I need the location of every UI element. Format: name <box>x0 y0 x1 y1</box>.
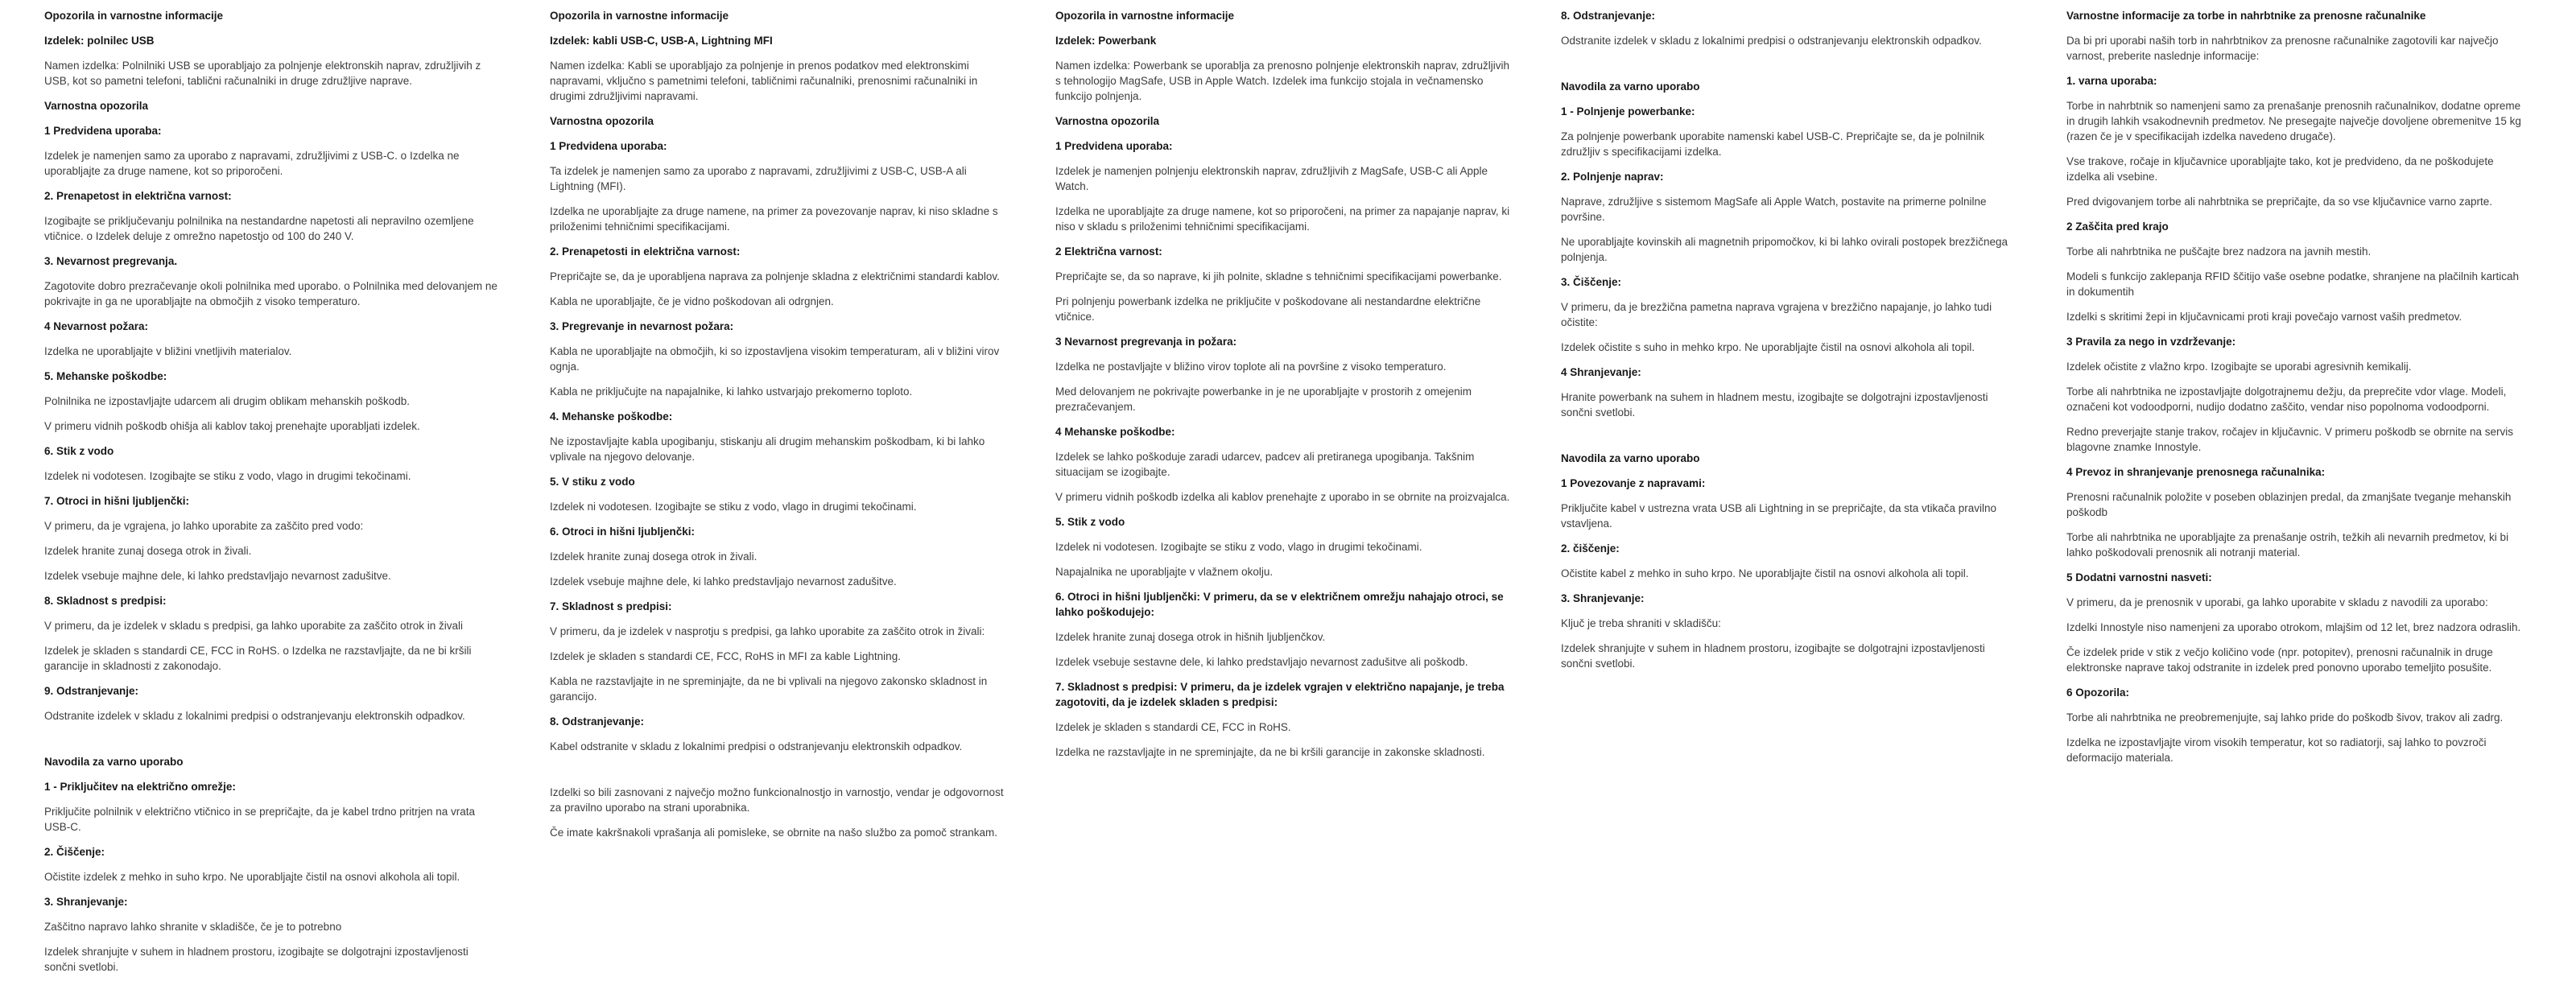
paragraph: Torbe ali nahrbtnika ne uporabljajte za prenašanje ostrih, težkih ali nevarnih predmetov, ki bi lahko poškodovali prenosnik ali notranji material. <box>2066 531 2509 559</box>
section-heading: 1 Predvidena uporaba: <box>550 140 667 152</box>
paragraph: Odstranite izdelek v skladu z lokalnimi predpisi o odstranjevanju elektronskih odpadkov. <box>44 710 465 722</box>
paragraph: Izdelka ne uporabljajte za druge namene, kot so priporočeni, na primer za napajanje naprav, ki niso v skladu s priloženimi tehničnimi specifikacijami. <box>1055 205 1510 233</box>
column-laptop-bags-safety <box>2066 8 2521 775</box>
paragraph: Izdelek ni vodotesen. Izogibajte se stiku z vodo, vlago in drugimi tekočinami. <box>44 470 411 482</box>
paragraph: Za polnjenje powerbank uporabite namenski kabel USB-C. Prepričajte se, da je polnilnik združljiv s specifikacijami izdelka. <box>1561 130 1985 158</box>
paragraph: V primeru, da je vgrajena, jo lahko uporabite za zaščito pred vodo: <box>44 520 364 532</box>
paragraph: V primeru, da je izdelek v skladu s predpisi, ga lahko uporabite za zaščito otrok in živali <box>44 620 464 632</box>
paragraph: Izdelek vsebuje majhne dele, ki lahko predstavljajo nevarnost zadušitve. <box>44 570 391 582</box>
section-heading: Varnostne informacije za torbe in nahrbtnike za prenosne računalnike <box>2066 10 2426 22</box>
paragraph: Izdelka ne uporabljajte v bližini vnetljivih materialov. <box>44 345 292 357</box>
section-heading: Navodila za varno uporabo <box>44 756 184 768</box>
section-heading: 3 Nevarnost pregrevanja in požara: <box>1055 336 1237 348</box>
section-heading: Navodila za varno uporabo <box>1561 80 1700 93</box>
paragraph: Izdelka ne uporabljajte za druge namene, na primer za povezovanje naprav, ki niso skladne s priloženimi tehničnimi specifikacijami. <box>550 205 998 233</box>
section-heading: 5. V stiku z vodo <box>550 476 635 488</box>
paragraph: Očistite kabel z mehko in suho krpo. Ne uporabljajte čistil na osnovi alkohola ali topil. <box>1561 567 1969 579</box>
paragraph: Izdelek se lahko poškoduje zaradi udarcev, padcev ali pretiranega upogibanja. Takšnim situacijam se izogibajte. <box>1055 451 1475 478</box>
section-heading: 4 Nevarnost požara: <box>44 320 149 332</box>
paragraph: Ne uporabljajte kovinskih ali magnetnih pripomočkov, ki bi lahko ovirali postopek brezžičnega polnjenja. <box>1561 236 2008 263</box>
paragraph: Izdelka ne razstavljajte in ne spreminjajte, da ne bi kršili garancije in zakonske skladnosti. <box>1055 746 1485 758</box>
section-heading: Izdelek: Powerbank <box>1055 35 1157 47</box>
section-heading: 4. Mehanske poškodbe: <box>550 410 673 423</box>
section-heading: 5 Dodatni varnostni nasveti: <box>2066 571 2212 583</box>
section-heading: 3. Pregrevanje in nevarnost požara: <box>550 320 734 332</box>
spacer <box>550 764 1005 785</box>
paragraph: Vse trakove, ročaje in ključavnice uporabljajte tako, kot je predvideno, da ne poškodujete izdelka ali vsebine. <box>2066 155 2494 183</box>
paragraph: Izdelek očistite s suho in mehko krpo. Ne uporabljajte čistil na osnovi alkohola ali topil. <box>1561 341 1975 353</box>
section-heading: Opozorila in varnostne informacije <box>550 10 729 22</box>
section-heading: 5. Stik z vodo <box>1055 516 1125 528</box>
section-heading: Izdelek: polnilec USB <box>44 35 155 47</box>
column-powerbank-usage-and-cable-usage <box>1561 8 2016 681</box>
section-heading: 7. Skladnost s predpisi: V primeru, da je izdelek vgrajen v električno napajanje, je treba zagotoviti, da je izdelek skladen s predpisi: <box>1055 681 1505 708</box>
paragraph: Priključite polnilnik v električno vtičnico in se prepričajte, da je kabel trdno pritrjen na vrata USB-C. <box>44 806 476 833</box>
section-heading: 1 - Priključitev na električno omrežje: <box>44 781 236 793</box>
paragraph: Ključ je treba shraniti v skladišču: <box>1561 617 1721 629</box>
spacer <box>1561 430 2016 451</box>
paragraph: Izdelka ne izpostavljajte virom visokih temperatur, kot so radiatorji, saj lahko to povzroči deformacijo materiala. <box>2066 736 2487 764</box>
paragraph: Zagotovite dobro prezračevanje okoli polnilnika med uporabo. o Polnilnika med delovanjem ne pokrivajte in ga ne uporabljajte na območjih z visoko temperaturo. <box>44 280 497 307</box>
column-cables-warnings <box>550 8 1005 850</box>
section-heading: Opozorila in varnostne informacije <box>44 10 224 22</box>
section-heading: Navodila za varno uporabo <box>1561 452 1700 464</box>
section-heading: 6. Otroci in hišni ljubljenčki: V primeru, da se v električnem omrežju nahajajo otroci, se lahko poškodujejo: <box>1055 591 1504 618</box>
paragraph: Ne izpostavljajte kabla upogibanju, stiskanju ali drugim mehanskim poškodbam, ki bi lahko vplivale na njegovo delovanje. <box>550 435 985 463</box>
section-heading: 2. čiščenje: <box>1561 542 1620 555</box>
paragraph: Torbe ali nahrbtnika ne izpostavljajte dolgotrajnemu dežju, da preprečite vdor vlage. Modeli, označeni kot vodoodporni, nudijo dodatno zaščito, vendar niso popolnoma vodoodporni. <box>2066 385 2507 413</box>
paragraph: Če imate kakršnakoli vprašanja ali pomisleke, se obrnite na našo službo za pomoč strankam. <box>550 827 998 839</box>
paragraph: Napajalnika ne uporabljajte v vlažnem okolju. <box>1055 566 1274 578</box>
paragraph: Izdelek je skladen s standardi CE, FCC, RoHS in MFI za kable Lightning. <box>550 650 901 662</box>
section-heading: 8. Odstranjevanje: <box>550 715 645 728</box>
paragraph: Izdelek je skladen s standardi CE, FCC in RoHS. <box>1055 721 1291 733</box>
column-powerbank-warnings <box>1055 8 1510 769</box>
paragraph: Pred dvigovanjem torbe ali nahrbtnika se prepričajte, da so vse ključavnice varno zaprte. <box>2066 196 2493 208</box>
section-heading: 4 Mehanske poškodbe: <box>1055 426 1175 438</box>
section-heading: 3. Nevarnost pregrevanja. <box>44 255 178 267</box>
section-heading: 2. Prenapetosti in električna varnost: <box>550 245 741 258</box>
section-heading: 3. Čiščenje: <box>1561 276 1622 288</box>
section-heading: 2. Čiščenje: <box>44 846 105 858</box>
paragraph: Hranite powerbank na suhem in hladnem mestu, izogibajte se dolgotrajni izpostavljenosti sončni svetlobi. <box>1561 391 1988 418</box>
column-usb-charger-warnings <box>44 8 499 984</box>
paragraph: Da bi pri uporabi naših torb in nahrbtnikov za prenosne računalnike zagotovili kar največjo varnost, preberite naslednje informacije: <box>2066 35 2499 62</box>
paragraph: Namen izdelka: Kabli se uporabljajo za polnjenje in prenos podatkov med elektronskimi napravami, vključno s pametnimi telefoni, tabličnimi računalniki, prenosnimi računalniki in drugimi združljivimi napravami. <box>550 60 978 102</box>
paragraph: V primeru, da je brezžična pametna naprava vgrajena v brezžično napajanje, jo lahko tudi očistite: <box>1561 301 1992 328</box>
paragraph: Izdelek je skladen s standardi CE, FCC in RoHS. o Izdelka ne razstavljajte, da ne bi kršili garancije in skladnosti z zakonodajo. <box>44 645 472 672</box>
paragraph: Izogibajte se priključevanju polnilnika na nestandardne napetosti ali nepravilno ozemljene vtičnice. o Izdelek deluje z omrežno napetostjo od 100 do 240 V. <box>44 215 474 242</box>
paragraph: Izdelek ni vodotesen. Izogibajte se stiku z vodo, vlago in drugimi tekočinami. <box>550 501 917 513</box>
section-heading: Varnostna opozorila <box>550 115 654 127</box>
section-heading: 6. Stik z vodo <box>44 445 114 457</box>
section-heading: 4 Shranjevanje: <box>1561 366 1641 378</box>
section-heading: Opozorila in varnostne informacije <box>1055 10 1235 22</box>
paragraph: Prepričajte se, da je uporabljena naprava za polnjenje skladna z električnimi standardi kablov. <box>550 270 1000 282</box>
paragraph: Izdelek je namenjen polnjenju elektronskih naprav, združljivih z MagSafe, USB-C ali Apple Watch. <box>1055 165 1488 192</box>
section-heading: 2 Zaščita pred krajo <box>2066 221 2169 233</box>
section-heading: Varnostna opozorila <box>44 100 149 112</box>
paragraph: Redno preverjajte stanje trakov, ročajev in ključavnic. V primeru poškodb se obrnite na servis blagovne znamke Innostyle. <box>2066 426 2514 453</box>
section-heading: 1 Povezovanje z napravami: <box>1561 477 1706 489</box>
paragraph: Polnilnika ne izpostavljajte udarcem ali drugim oblikam mehanskih poškodb. <box>44 395 410 407</box>
paragraph: Izdelki so bili zasnovani z največjo možno funkcionalnostjo in varnostjo, vendar je odgovornost za pravilno uporabo na strani uporabnika. <box>550 786 1004 814</box>
paragraph: Izdelki Innostyle niso namenjeni za uporabo otrokom, mlajšim od 12 let, brez nadzora odraslih. <box>2066 621 2521 633</box>
section-heading: 2. Prenapetost in električna varnost: <box>44 190 232 202</box>
section-heading: 4 Prevoz in shranjevanje prenosnega računalnika: <box>2066 466 2326 478</box>
section-heading: Izdelek: kabli USB-C, USB-A, Lightning MFI <box>550 35 773 47</box>
spacer <box>44 733 499 754</box>
paragraph: Ta izdelek je namenjen samo za uporabo z napravami, združljivimi z USB-C, USB-A ali Lightning (MFI). <box>550 165 967 192</box>
paragraph: V primeru vidnih poškodb izdelka ali kablov prenehajte z uporabo in se obrnite na proizvajalca. <box>1055 491 1510 503</box>
paragraph: Priključite kabel v ustrezna vrata USB ali Lightning in se prepričajte, da sta vtikača pravilno vstavljena. <box>1561 502 1997 530</box>
paragraph: Izdelek shranjujte v suhem in hladnem prostoru, izogibajte se dolgotrajni izpostavljenosti sončni svetlobi. <box>44 946 469 973</box>
paragraph: Torbe in nahrbtnik so namenjeni samo za prenašanje prenosnih računalnikov, dodatne opreme in drugih lahkih vsakodnevnih predmetov. Ne presegajte največje dovoljene obremenitve 15 kg (razen če je v specifikacijah izdelka navedeno drugače). <box>2066 100 2521 142</box>
paragraph: V primeru, da je prenosnik v uporabi, ga lahko uporabite v skladu z navodili za uporabo: <box>2066 596 2488 608</box>
section-heading: 3 Pravila za nego in vzdrževanje: <box>2066 336 2236 348</box>
paragraph: Zaščitno napravo lahko shranite v skladišče, če je to potrebno <box>44 921 342 933</box>
paragraph: Izdelek shranjujte v suhem in hladnem prostoru, izogibajte se dolgotrajni izpostavljenosti sončni svetlobi. <box>1561 642 1985 670</box>
paragraph: Izdelek ni vodotesen. Izogibajte se stiku z vodo, vlago in drugimi tekočinami. <box>1055 541 1422 553</box>
paragraph: Izdelki s skritimi žepi in ključavnicami proti kraji povečajo varnost vaših predmetov. <box>2066 311 2462 323</box>
paragraph: Kabla ne uporabljajte na območjih, ki so izpostavljena visokim temperaturam, ali v bližini virov ognja. <box>550 345 1000 373</box>
paragraph: Torbe ali nahrbtnika ne preobremenjujte, saj lahko pride do poškodb šivov, trakov ali zadrg. <box>2066 711 2504 724</box>
paragraph: Naprave, združljive s sistemom MagSafe ali Apple Watch, postavite na primerne polnilne površine. <box>1561 196 1987 223</box>
paragraph: Pri polnjenju powerbank izdelka ne priključite v poškodovane ali nestandardne električne vtičnice. <box>1055 295 1481 323</box>
section-heading: 3. Shranjevanje: <box>44 896 128 908</box>
section-heading: 6. Otroci in hišni ljubljenčki: <box>550 526 696 538</box>
paragraph: Kabla ne priključujte na napajalnike, ki lahko ustvarjajo prekomerno toploto. <box>550 385 913 398</box>
paragraph: Kabla ne uporabljajte, če je vidno poškodovan ali odrgnjen. <box>550 295 834 307</box>
paragraph: Izdelek je namenjen samo za uporabo z napravami, združljivimi z USB-C. o Izdelka ne uporabljajte za druge namene, kot so priporočeni. <box>44 150 460 177</box>
paragraph: Izdelek očistite z vlažno krpo. Izogibajte se uporabi agresivnih kemikalij. <box>2066 361 2412 373</box>
paragraph: Kabel odstranite v skladu z lokalnimi predpisi o odstranjevanju elektronskih odpadkov. <box>550 740 963 752</box>
section-heading: 1 Predvidena uporaba: <box>44 125 162 137</box>
section-heading: 8. Skladnost s predpisi: <box>44 595 167 607</box>
section-heading: Varnostna opozorila <box>1055 115 1160 127</box>
paragraph: Namen izdelka: Polnilniki USB se uporabljajo za polnjenje elektronskih naprav, združljivih z USB, kot so pametni telefoni, tablični računalniki in druge združljive naprave. <box>44 60 481 87</box>
paragraph: Namen izdelka: Powerbank se uporablja za prenosno polnjenje elektronskih naprav, združljivih s tehnologijo MagSafe, USB in Apple Watch. Izdelek ima funkcijo stojala in večnamensko funkcijo polnjenja. <box>1055 60 1510 102</box>
paragraph: V primeru vidnih poškodb ohišja ali kablov takoj prenehajte uporabljati izdelek. <box>44 420 420 432</box>
section-heading: 2 Električna varnost: <box>1055 245 1162 258</box>
paragraph: Med delovanjem ne pokrivajte powerbanke in je ne uporabljajte v prostorih z omejenim prezračevanjem. <box>1055 385 1472 413</box>
paragraph: Modeli s funkcijo zaklepanja RFID ščitijo vaše osebne podatke, shranjene na plačilnih karticah in dokumentih <box>2066 270 2520 298</box>
paragraph: Izdelek vsebuje majhne dele, ki lahko predstavljajo nevarnost zadušitve. <box>550 575 897 588</box>
paragraph: Prepričajte se, da so naprave, ki jih polnite, skladne s tehničnimi specifikacijami powerbanke. <box>1055 270 1502 282</box>
paragraph: V primeru, da je izdelek v nasprotju s predpisi, ga lahko uporabite za zaščito otrok in živali: <box>550 625 985 637</box>
section-heading: 1. varna uporaba: <box>2066 75 2157 87</box>
paragraph: Izdelek hranite zunaj dosega otrok in živali. <box>550 550 758 563</box>
section-heading: 5. Mehanske poškodbe: <box>44 370 167 382</box>
section-heading: 2. Polnjenje naprav: <box>1561 171 1664 183</box>
paragraph: Izdelek hranite zunaj dosega otrok in živali. <box>44 545 252 557</box>
paragraph: Izdelka ne postavljajte v bližino virov toplote ali na površine z visoko temperaturo. <box>1055 361 1447 373</box>
paragraph: Kabla ne razstavljajte in ne spreminjajte, da ne bi vplivali na njegovo zakonsko skladnost in garancijo. <box>550 675 988 703</box>
section-heading: 6 Opozorila: <box>2066 686 2130 699</box>
paragraph: Očistite izdelek z mehko in suho krpo. Ne uporabljajte čistil na osnovi alkohola ali topil. <box>44 871 460 883</box>
paragraph: Izdelek vsebuje sestavne dele, ki lahko predstavljajo nevarnost zadušitve ali poškodb. <box>1055 656 1468 668</box>
spacer <box>1561 58 2016 79</box>
paragraph: Če izdelek pride v stik z večjo količino vode (npr. potopitev), prenosni računalnik in druge elektronske naprave takoj odstranite in izdelek pred ponovno uporabo temeljito posušite. <box>2066 646 2493 674</box>
section-heading: 9. Odstranjevanje: <box>44 685 139 697</box>
section-heading: 1 Predvidena uporaba: <box>1055 140 1173 152</box>
paragraph: Torbe ali nahrbtnika ne puščajte brez nadzora na javnih mestih. <box>2066 245 2372 258</box>
paragraph: Prenosni računalnik položite v poseben oblazinjen predal, da zmanjšate tveganje mehanskih poškodb <box>2066 491 2512 518</box>
section-heading: 1 - Polnjenje powerbanke: <box>1561 105 1695 118</box>
section-heading: 7. Otroci in hišni ljubljenčki: <box>44 495 190 507</box>
section-heading: 3. Shranjevanje: <box>1561 592 1645 604</box>
paragraph: Izdelek hranite zunaj dosega otrok in hišnih ljubljenčkov. <box>1055 631 1326 643</box>
paragraph: Odstranite izdelek v skladu z lokalnimi predpisi o odstranjevanju elektronskih odpadkov. <box>1561 35 1982 47</box>
section-heading: 7. Skladnost s predpisi: <box>550 600 672 612</box>
section-heading: 8. Odstranjevanje: <box>1561 10 1656 22</box>
